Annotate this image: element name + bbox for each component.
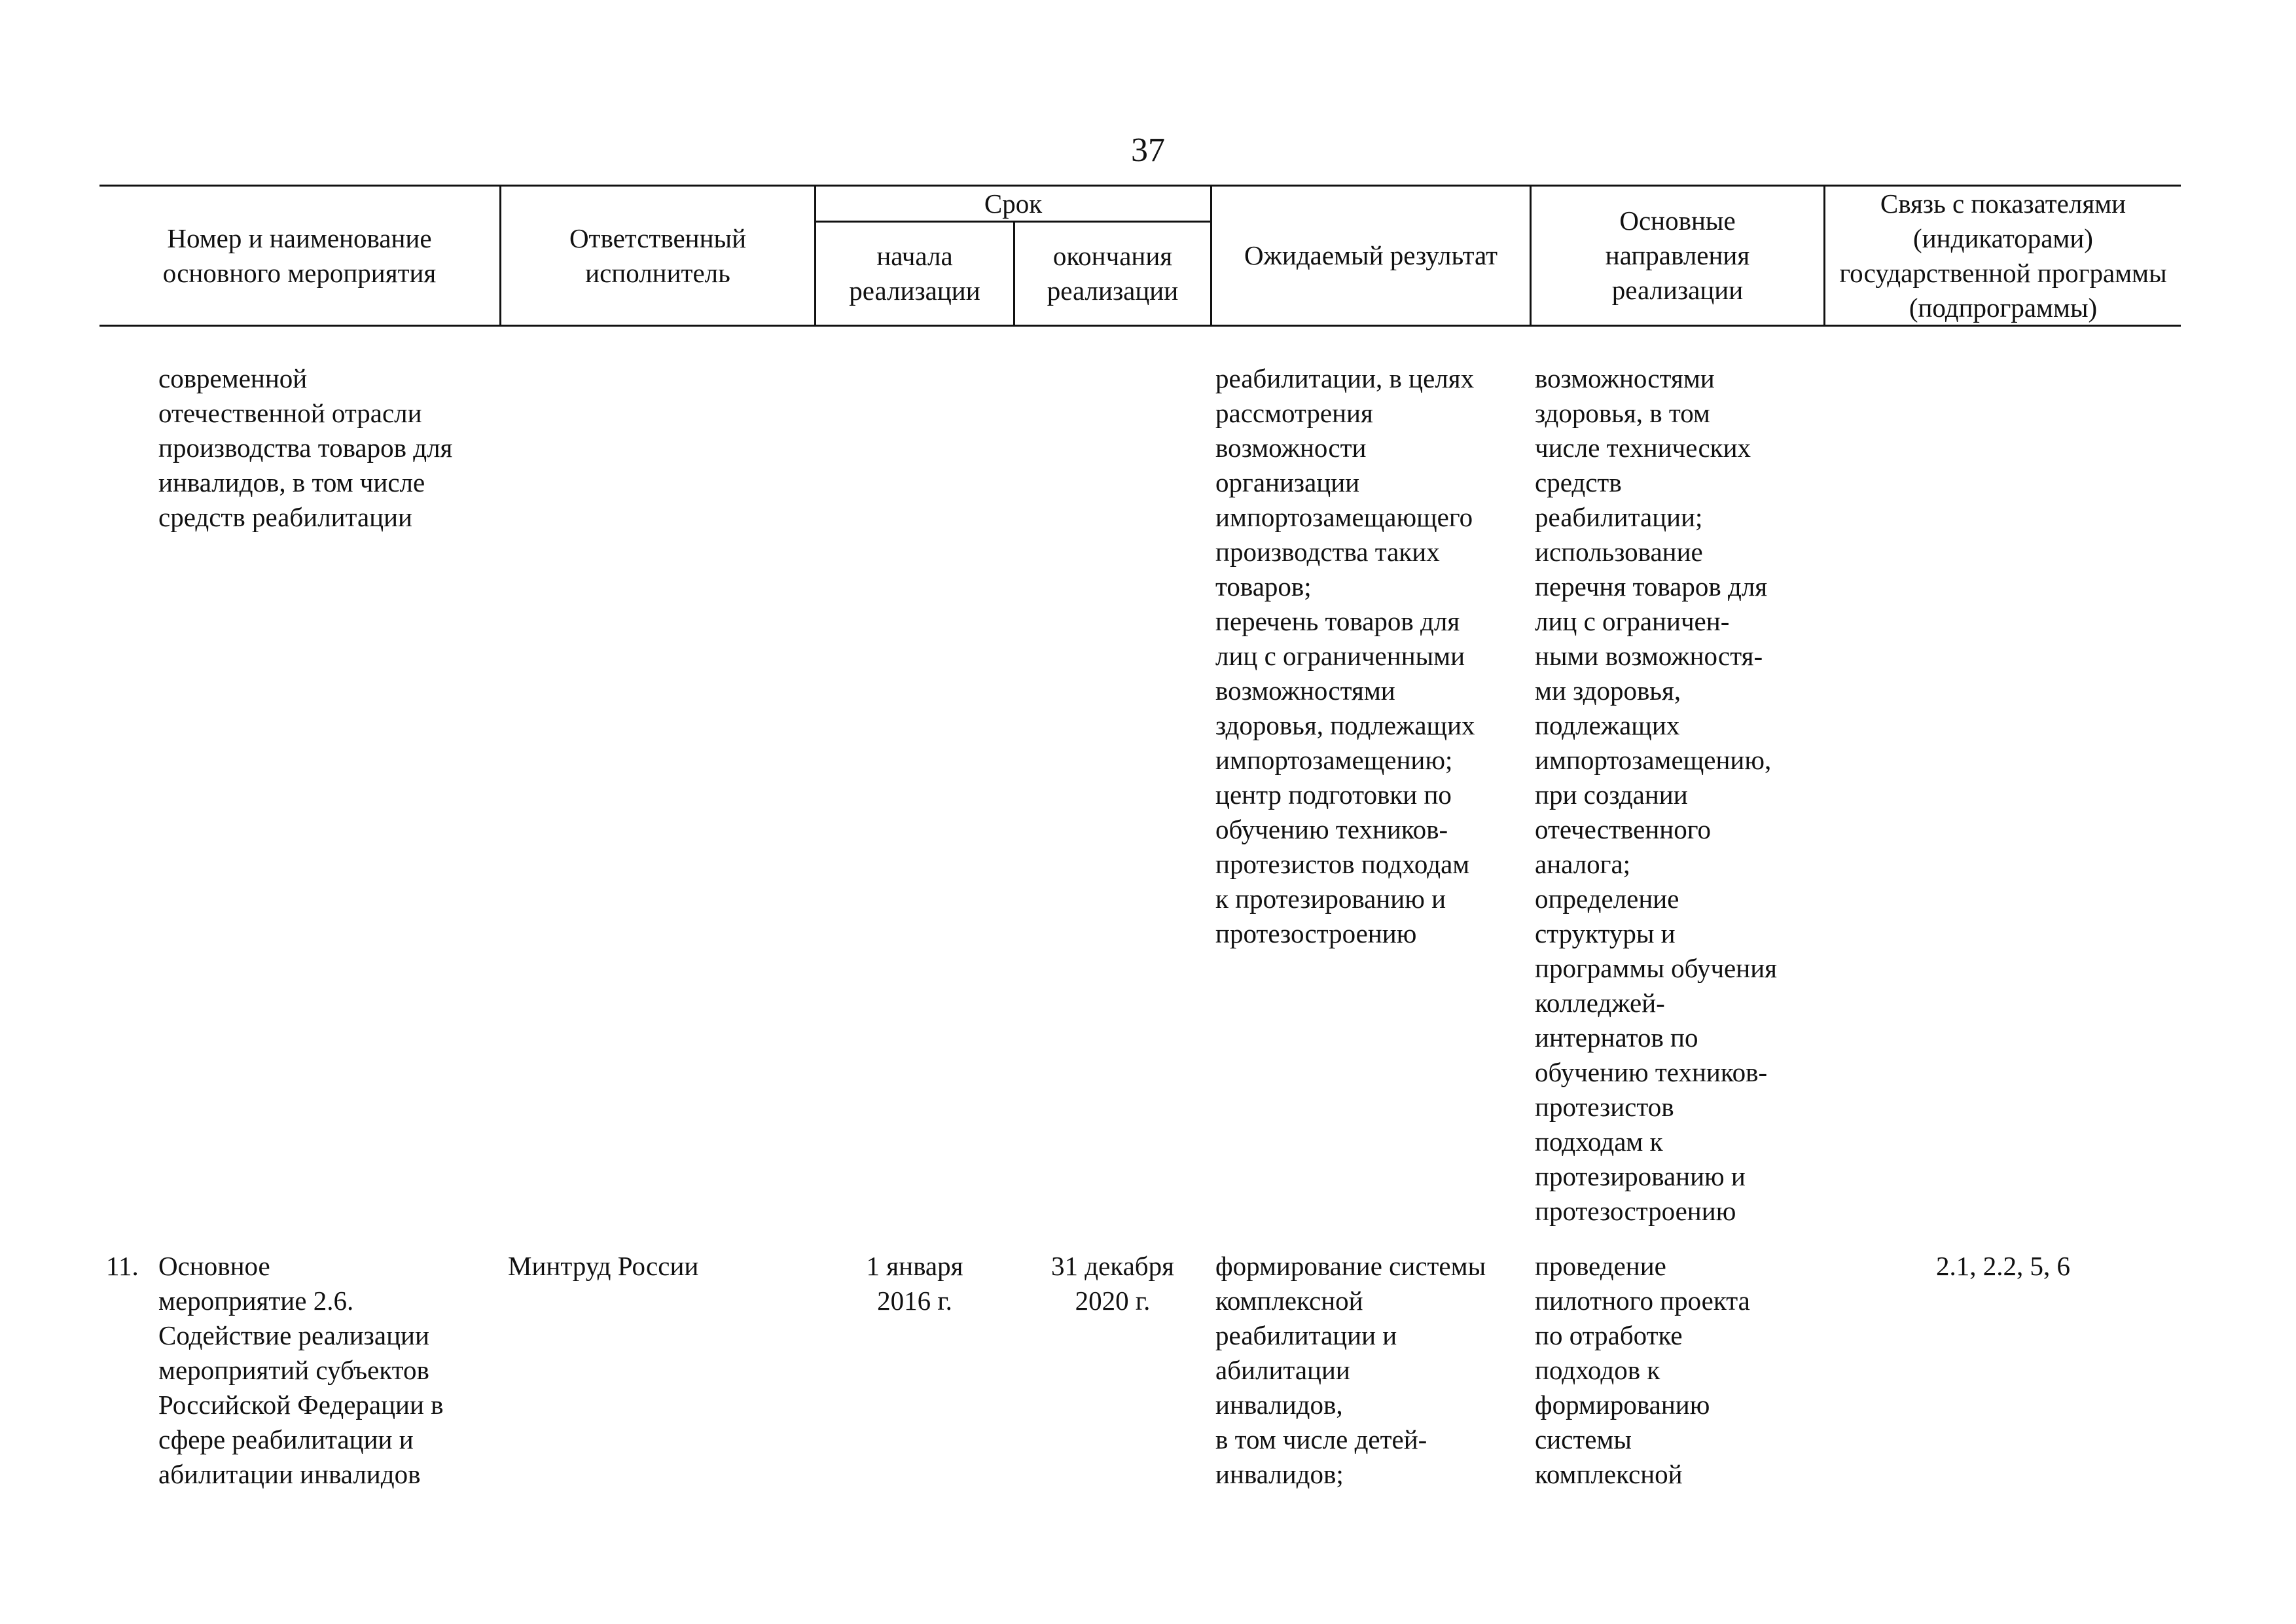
row-end: 31 декабря 2020 г. — [1050, 1251, 1175, 1316]
header-term: Срок — [984, 188, 1043, 219]
row-result: формирование системы комплексной реабилитации и абилитации инвалидов, в том числе детей- инвалидов; — [1215, 1251, 1486, 1489]
row-result: реабилитации, в целях рассмотрения возможности организации импортозамещающего производства таких товаров; перечень товаров для лиц с ограниченными возможностями здоровья, подлежащих импортозамещению; центр подготовки по обучению техников- протезистов подходам к протезированию и протезостроению — [1215, 363, 1475, 948]
row-directions: проведение пилотного проекта по отработке подходов к формированию системы комплексной — [1535, 1251, 1750, 1489]
row-event: Основное мероприятие 2.6. Содействие реализации мероприятий субъектов Российской Федерации в сфере реабилитации и абилитации инвалидов — [158, 1251, 444, 1489]
header-result: Ожидаемый результат — [1244, 240, 1498, 270]
header-executor: Ответственный исполнитель — [569, 223, 747, 288]
row-event: современной отечественной отрасли производства товаров для инвалидов, в том числе средств реабилитации — [158, 363, 453, 532]
header-event: Номер и наименование основного мероприятия — [162, 223, 437, 288]
row-number: 11. — [106, 1251, 139, 1281]
header-end: окончания реализации — [1047, 241, 1179, 306]
header-indicators: Связь с показателями (индикаторами) государственной программы (подпрограммы) — [1839, 188, 2167, 323]
page-number: 37 — [1131, 132, 1165, 169]
row-indicators: 2.1, 2.2, 5, 6 — [1936, 1251, 2070, 1281]
row-start: 1 января 2016 г. — [866, 1251, 963, 1316]
header-start: начала реализации — [849, 241, 980, 306]
row-executor: Минтруд России — [508, 1251, 699, 1281]
row-directions: возможностями здоровья, в том числе технических средств реабилитации; использование перечня товаров для лиц с ограничен- ными возможностя- ми здоровья, подлежащих импортозамещению, при создании отечественного аналога; определение структуры и программы обучения колледжей- интернатов по обучению техников- протезистов подходам к протезированию и протезостроению — [1535, 363, 1778, 1226]
header-directions: Основные направления реализации — [1605, 206, 1750, 305]
